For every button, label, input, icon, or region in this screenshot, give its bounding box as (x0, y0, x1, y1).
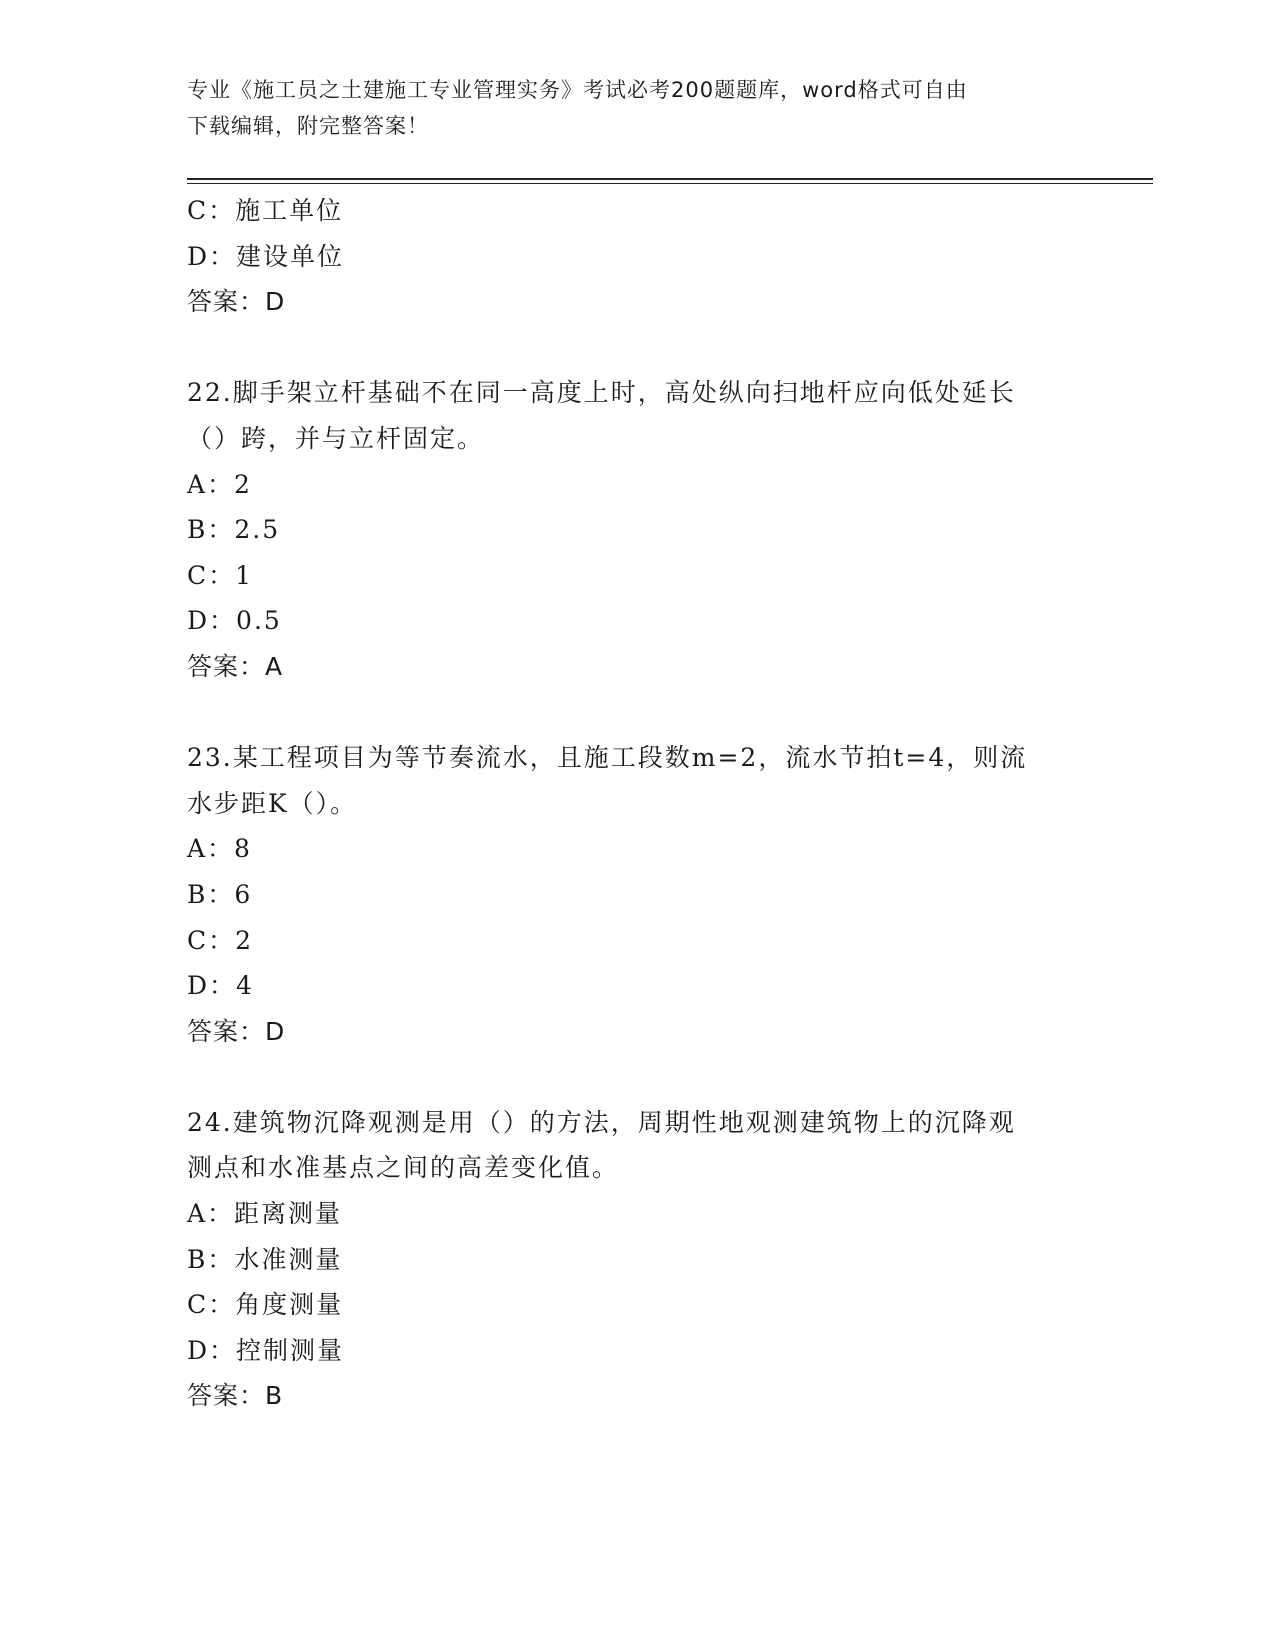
document-header (187, 72, 1067, 144)
question-text-line-2: （）跨，并与立杆固定。 (187, 423, 485, 453)
option-b: B：2.5 (187, 515, 281, 545)
spacer (187, 1054, 1087, 1100)
question-text-line-2: 水步距K（）。 (187, 788, 358, 818)
question-text (187, 735, 1067, 826)
option-a: A：距离测量 (187, 1199, 343, 1229)
header-line-1: 专业《施工员之土建施工专业管理实务》考试必考200题题库，word格式可自由 (187, 78, 968, 102)
question-21-continuation (187, 188, 1087, 325)
option-c: C：施工单位 (187, 196, 344, 225)
question-23 (187, 735, 1087, 1054)
question-text-line-1: 23.某工程项目为等节奏流水，且施工段数m=2，流水节拍t=4，则流 (187, 743, 1028, 773)
option-c: C：角度测量 (187, 1290, 344, 1320)
question-24 (187, 1100, 1087, 1419)
answer-line: 答案：D (187, 1016, 286, 1046)
question-list (187, 188, 1087, 1419)
question-text (187, 1100, 1067, 1191)
option-c: C：1 (187, 560, 254, 590)
question-text-line-2: 测点和水准基点之间的高差变化值。 (187, 1153, 620, 1183)
option-b: B：水准测量 (187, 1244, 343, 1274)
option-a: A：8 (187, 834, 252, 864)
option-a: A：2 (187, 469, 252, 499)
option-d: D：控制测量 (187, 1335, 345, 1365)
answer-line: 答案：B (187, 1381, 284, 1411)
answer-line: 答案：A (187, 651, 284, 681)
option-d: D：建设单位 (187, 241, 345, 271)
option-d: D：4 (187, 971, 254, 1001)
header-rule-thick (187, 178, 1153, 180)
option-d: D：0.5 (187, 606, 282, 636)
option-c: C：2 (187, 925, 254, 955)
spacer (187, 325, 1087, 371)
answer-line: 答案：D (187, 287, 286, 317)
question-22 (187, 370, 1087, 689)
header-line-2: 下载编辑，附完整答案！ (187, 114, 429, 138)
question-text (187, 370, 1067, 461)
option-b: B：6 (187, 879, 253, 909)
header-rule-thin (187, 183, 1153, 184)
spacer (187, 690, 1087, 736)
question-text-line-1: 22.脚手架立杆基础不在同一高度上时，高处纵向扫地杆应向低处延长 (187, 378, 1016, 408)
question-text-line-1: 24.建筑物沉降观测是用（）的方法，周期性地观测建筑物上的沉降观 (187, 1107, 1016, 1137)
